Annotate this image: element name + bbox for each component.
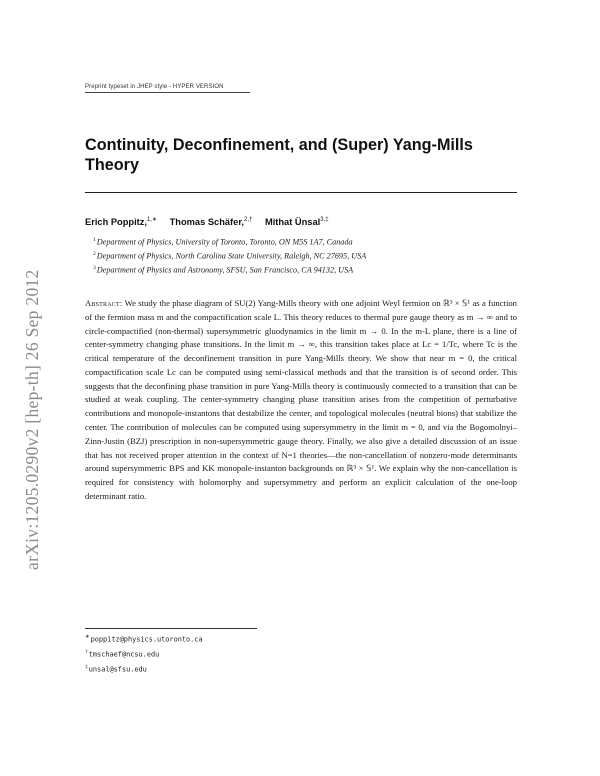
arxiv-stamp[interactable]: arXiv:1205.0290v2 [hep-th] 26 Sep 2012 <box>22 269 42 570</box>
footnote-email-unsal[interactable]: ‡unsal@sfsu.edu <box>85 664 147 674</box>
footnote-rule <box>85 628 257 629</box>
author-unsal: Mithat Ünsal$^{3,\ddagger}$ <box>264 217 329 228</box>
title-rule <box>85 192 517 193</box>
author-schaefer: Thomas Schäfer,$^{2,\dagger}$ <box>169 217 253 228</box>
author-list <box>85 216 339 227</box>
footnote-email-poppitz[interactable]: ∗poppitz@physics.utoronto.ca <box>85 634 203 644</box>
affiliation-toronto: $^1$Department of Physics, University of Toronto, Toronto, ON M5S 1A7, Canada <box>93 237 353 247</box>
preprint-rule <box>85 92 250 93</box>
affiliation-sfsu: $^3$Department of Physics and Astronomy, SFSU, San Francisco, CA 94132, USA <box>93 265 354 275</box>
abstract <box>85 297 517 504</box>
author-poppitz: Erich Poppitz,$^{1,∗}$ <box>85 217 158 228</box>
affiliation-ncsu: $^2$Department of Physics, North Carolina State University, Raleigh, NC 27695, USA <box>93 251 367 261</box>
abstract-label: Abstract: <box>85 298 123 308</box>
preprint-note: Preprint typeset in JHEP style - HYPER VERSION <box>85 84 224 90</box>
abstract-text: We study the phase diagram of SU(2) Yang-Mills theory with one adjoint Weyl fermion on ℝ³ × 𝕊¹ as a function of the fermion mass m and the compactification scale L. This theory reduces to thermal pure gauge theory as m → ∞ and to circle-compactified (non-thermal) supersymmetric gluodynamics in the limit m → 0. In the m-L plane, there is a line of center-symmetry changing phase transitions. In the limit m → ∞, this transition takes place at Lc = 1/Tc, where Tc is the critical temperature of the deconfinement transition in pure Yang-Mills theory. We show that near m = 0, the critical compactification scale Lc can be computed using semi-classical methods and that the transition is of second order. This suggests that the deconfining phase transition in pure Yang-Mills theory is continuously connected to a transition that can be studied at weak coupling. The center-symmetry changing phase transition arises from the competition of perturbative contributions and monopole-instantons that destabilize the center, and topological molecules (neutral bions) that stabilize the center. The contribution of molecules can be computed using supersymmetry in the limit m = 0, and via the Bogomolnyi–Zinn-Justin (BZJ) prescription in non-supersymmetric gauge theory. Finally, we also give a detailed discussion of an issue that has not received proper attention in the context of N=1 theories—the non-cancellation of nonzero-mode determinants around supersymmetric BPS and KK monopole-instanton backgrounds on ℝ³ × 𝕊¹. We explain why the non-cancellation is required for consistency with holomorphy and supersymmetry and perform an explicit calculation of the one-loop determinant ratio. <box>85 298 517 501</box>
paper-title: Continuity, Deconfinement, and (Super) Yang-Mills Theory <box>85 136 473 174</box>
footnote-email-schaefer[interactable]: †tmschaef@ncsu.edu <box>85 649 160 659</box>
